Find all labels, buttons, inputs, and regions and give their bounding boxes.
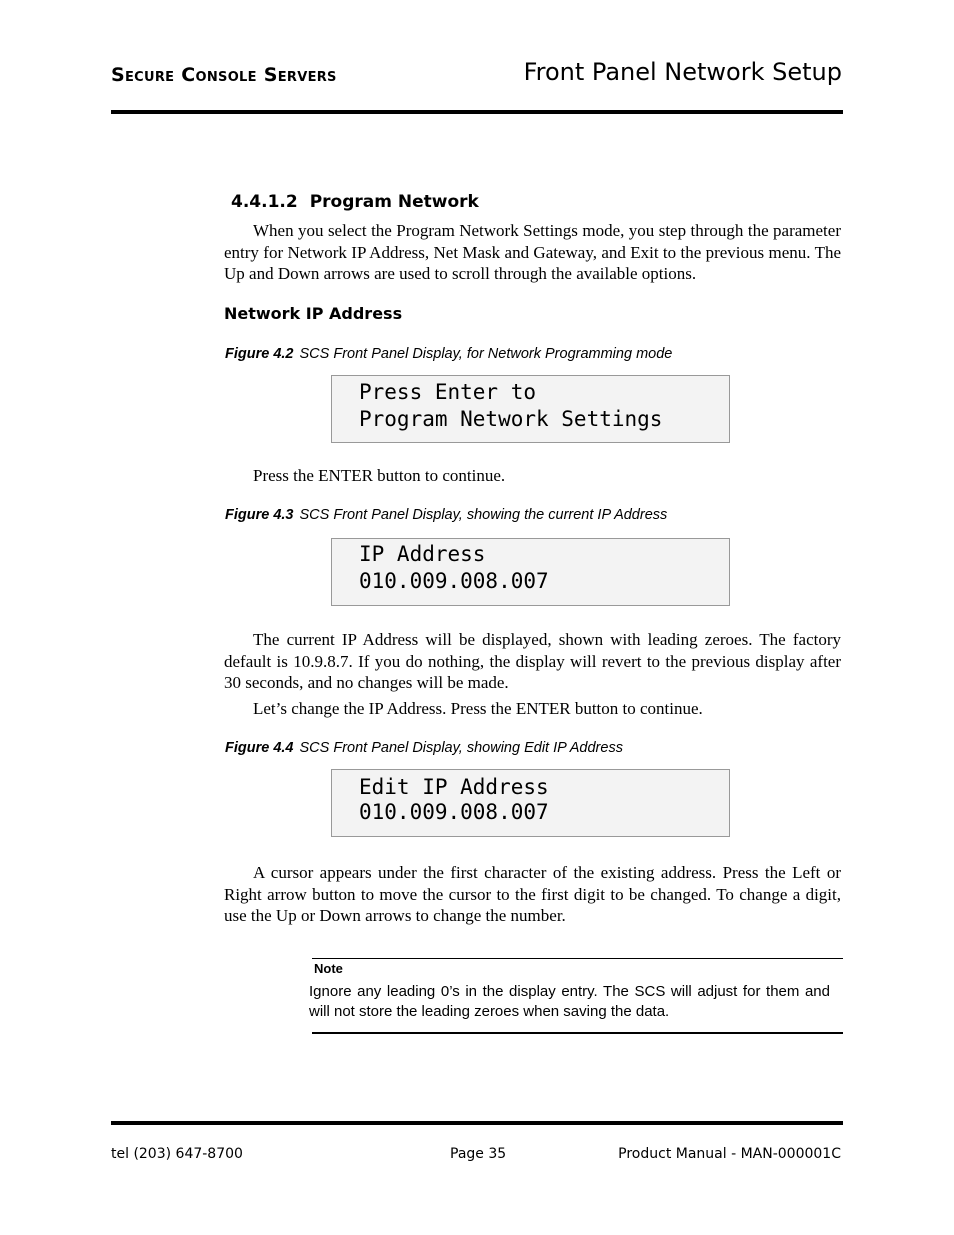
running-header-left: Secure Console Servers	[111, 64, 337, 86]
change-ip-text: Let’s change the IP Address. Press the ENTER button to continue.	[253, 699, 703, 718]
intro-paragraph	[224, 220, 841, 285]
figure-label: Figure 4.2	[225, 346, 294, 362]
current-ip-text: The current IP Address will be displayed, shown with leading zeroes. The factory default is 10.9.8.7. If you do nothing, the display will revert to the previous display after 30 seconds, and no changes will be made.	[224, 630, 841, 692]
current-ip-paragraph	[224, 629, 841, 694]
note-top-rule	[312, 958, 843, 959]
figure-caption-text: SCS Front Panel Display, showing Edit IP Address	[299, 740, 623, 756]
lcd-line-2: 010.009.008.007	[359, 569, 549, 593]
lcd-display	[331, 375, 730, 443]
note-text: Ignore any leading 0’s in the display entry. The SCS will adjust for them and will not store the leading zeroes when saving the data.	[309, 983, 830, 1020]
note-title: Note	[314, 961, 343, 976]
press-enter-text: Press the ENTER button to continue.	[253, 466, 506, 485]
footer-rule	[111, 1121, 843, 1125]
lcd-display	[331, 769, 730, 837]
figure-caption	[225, 507, 667, 523]
section-title: Program Network	[309, 192, 479, 212]
lcd-line-2: Program Network Settings	[359, 407, 663, 431]
lcd-line-2: 010.009.008.007	[359, 800, 549, 824]
cursor-paragraph	[224, 862, 841, 927]
footer-phone: tel (203) 647-8700	[111, 1146, 243, 1162]
header-rule	[111, 110, 843, 114]
change-ip-paragraph	[224, 698, 841, 720]
lcd-line-1: Edit IP Address	[359, 775, 549, 799]
figure-label: Figure 4.4	[225, 740, 294, 756]
figure-label: Figure 4.3	[225, 507, 294, 523]
figure-caption	[225, 740, 623, 756]
footer-page-number: Page 35	[450, 1146, 507, 1162]
figure-caption-text: SCS Front Panel Display, for Network Programming mode	[299, 346, 673, 362]
lcd-line-1: Press Enter to	[359, 380, 537, 404]
subheading: Network IP Address	[224, 304, 403, 323]
lcd-line-1: IP Address	[359, 542, 486, 566]
press-enter-paragraph	[224, 465, 841, 487]
note-bottom-rule	[312, 1032, 843, 1034]
section-heading	[231, 192, 479, 212]
cursor-text: A cursor appears under the first character of the existing address. Press the Left or Right arrow button to move the cursor to the first digit to be changed. To change a digit, use the Up or Down arrows to change the number.	[224, 863, 841, 925]
figure-caption	[225, 346, 672, 362]
footer-manual-id: Product Manual - MAN-000001C	[618, 1146, 841, 1162]
lcd-display	[331, 538, 730, 606]
section-number: 4.4.1.2	[231, 192, 298, 212]
figure-caption-text: SCS Front Panel Display, showing the current IP Address	[299, 507, 668, 523]
running-header-title: Front Panel Network Setup	[523, 58, 842, 86]
intro-text: When you select the Program Network Settings mode, you step through the parameter entry for Network IP Address, Net Mask and Gateway, and Exit to the previous menu. The Up and Down arrows are used to scroll through the available options.	[224, 221, 841, 283]
